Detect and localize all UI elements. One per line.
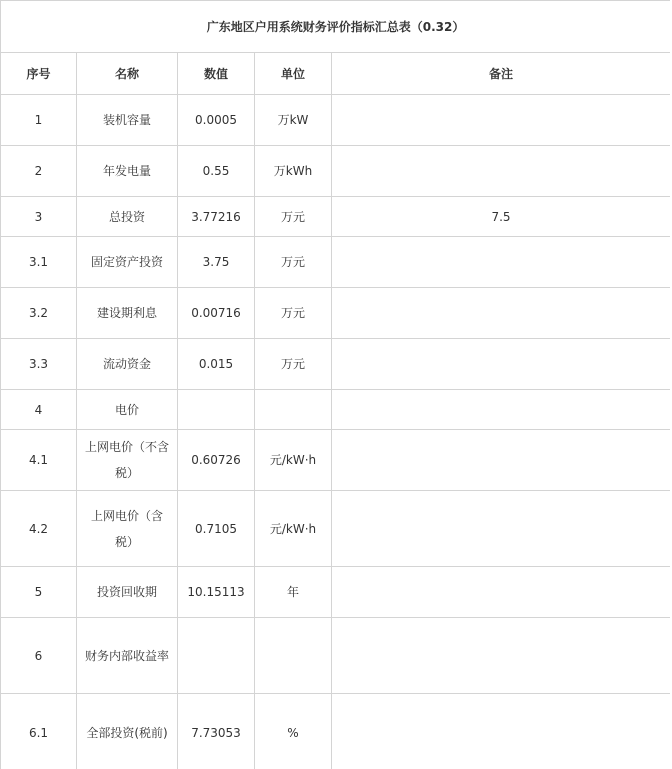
cell-no: 4.2 [1,491,77,567]
table-row [1,694,671,769]
cell-name: 上网电价（含税） [77,491,178,567]
header-value: 数值 [178,53,255,95]
header-name: 名称 [77,53,178,95]
cell-note: 7.5 [332,197,671,237]
table-row [1,339,671,390]
cell-no: 3.2 [1,288,77,339]
cell-no: 6 [1,618,77,694]
cell-note [332,95,671,146]
cell-name: 投资回收期 [77,567,178,618]
table-row [1,197,671,237]
cell-value: 0.60726 [178,430,255,491]
cell-name: 财务内部收益率 [77,618,178,694]
cell-unit: 万元 [255,339,332,390]
table-row [1,95,671,146]
table-row [1,237,671,288]
cell-value: 0.7105 [178,491,255,567]
cell-name: 装机容量 [77,95,178,146]
header-note: 备注 [332,53,671,95]
cell-value [178,618,255,694]
cell-name: 上网电价（不含税） [77,430,178,491]
cell-unit: 万kWh [255,146,332,197]
header-unit: 单位 [255,53,332,95]
cell-value: 0.55 [178,146,255,197]
cell-unit: 万元 [255,237,332,288]
cell-value: 3.75 [178,237,255,288]
cell-no: 3.1 [1,237,77,288]
header-no: 序号 [1,53,77,95]
cell-note [332,146,671,197]
cell-name: 总投资 [77,197,178,237]
cell-note [332,288,671,339]
cell-unit: % [255,694,332,769]
table-row [1,618,671,694]
table-row [1,491,671,567]
table-title: 广东地区户用系统财务评价指标汇总表（0.32） [1,1,671,53]
table-title-row [1,1,671,53]
cell-unit: 万kW [255,95,332,146]
cell-name: 固定资产投资 [77,237,178,288]
cell-value: 10.15113 [178,567,255,618]
cell-value: 3.77216 [178,197,255,237]
cell-note [332,430,671,491]
table-row [1,288,671,339]
table-header-row [1,53,671,95]
cell-name: 电价 [77,390,178,430]
cell-no: 3.3 [1,339,77,390]
cell-name: 流动资金 [77,339,178,390]
cell-value: 0.015 [178,339,255,390]
cell-no: 1 [1,95,77,146]
cell-value: 0.00716 [178,288,255,339]
cell-note [332,567,671,618]
cell-note [332,694,671,769]
cell-no: 3 [1,197,77,237]
cell-no: 4.1 [1,430,77,491]
cell-unit: 年 [255,567,332,618]
cell-note [332,390,671,430]
table-row [1,146,671,197]
table-row [1,567,671,618]
table-row [1,430,671,491]
table-row [1,390,671,430]
cell-unit [255,618,332,694]
cell-unit [255,390,332,430]
cell-value: 0.0005 [178,95,255,146]
cell-unit: 元/kW·h [255,430,332,491]
cell-name: 年发电量 [77,146,178,197]
cell-no: 4 [1,390,77,430]
cell-note [332,339,671,390]
cell-note [332,491,671,567]
cell-note [332,618,671,694]
cell-value [178,390,255,430]
cell-no: 2 [1,146,77,197]
cell-no: 5 [1,567,77,618]
cell-unit: 元/kW·h [255,491,332,567]
cell-name: 建设期利息 [77,288,178,339]
cell-unit: 万元 [255,288,332,339]
cell-value: 7.73053 [178,694,255,769]
cell-unit: 万元 [255,197,332,237]
cell-name: 全部投资(税前) [77,694,178,769]
cell-note [332,237,671,288]
cell-no: 6.1 [1,694,77,769]
